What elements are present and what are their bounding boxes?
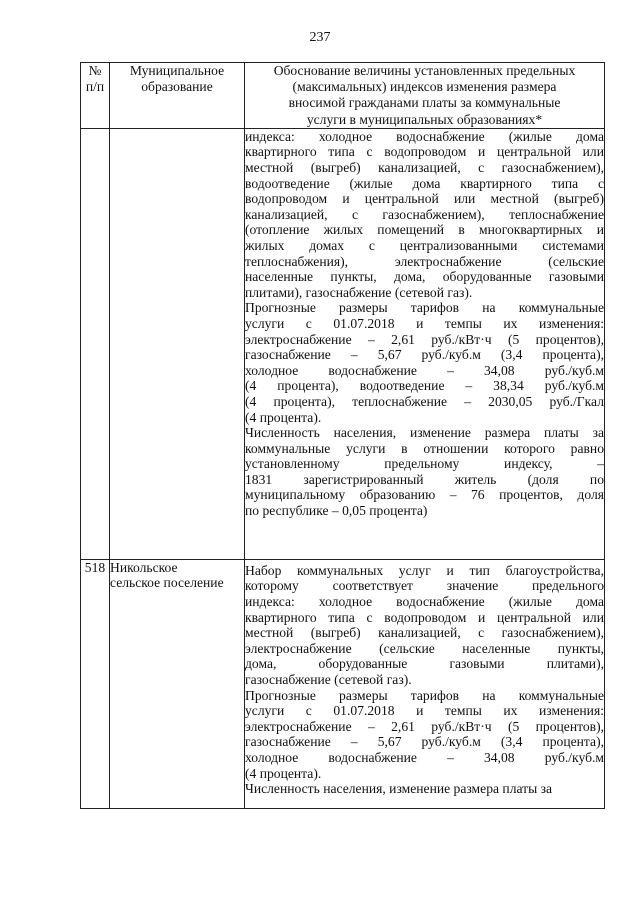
text-line: (4 процента), водоотведение – 38,34 руб./куб.м bbox=[245, 378, 604, 394]
text-line: дома, оборудованные газовыми плитами), bbox=[245, 656, 604, 672]
text-line: водоотведение (жилые дома квартирного типа с bbox=[245, 175, 604, 191]
text-line: по республике – 0,05 процента) bbox=[245, 503, 428, 519]
header-municipality-line: Муниципальное bbox=[129, 63, 225, 78]
justification-cell bbox=[245, 128, 605, 559]
text-line: электроснабжение – 2,61 руб./кВт·ч (5 процентов), bbox=[245, 331, 604, 347]
header-justification-line: услуги в муниципальных образованиях* bbox=[306, 111, 543, 127]
text-line: услуги с 01.07.2018 и темпы их изменения: bbox=[245, 315, 604, 331]
text-line: коммунальные услуги в отношении которого равно bbox=[245, 440, 604, 456]
header-number-line: № bbox=[88, 63, 102, 78]
text-line: электроснабжение (сельские населенные пункты, bbox=[245, 640, 604, 656]
text-line: газоснабжение – 5,67 руб./куб.м (3,4 процента), bbox=[245, 347, 604, 363]
municipality-cell bbox=[110, 128, 245, 559]
text-line: (4 процента). bbox=[245, 409, 322, 425]
text-paragraph bbox=[245, 129, 604, 301]
text-line: газоснабжение (сетевой газ). bbox=[245, 671, 412, 687]
text-line: муниципальному образованию – 76 процентов, доля bbox=[245, 487, 604, 503]
text-line: Численность населения, изменение размера платы за bbox=[245, 425, 604, 441]
header-municipality-line: образование bbox=[141, 79, 213, 95]
text-paragraph bbox=[245, 563, 604, 688]
table-header-row bbox=[81, 63, 605, 129]
header-number bbox=[81, 63, 110, 129]
text-line: холодное водоснабжение – 34,08 руб./куб.м bbox=[245, 749, 604, 765]
text-line: которому соответствует значение предельного bbox=[245, 578, 604, 594]
text-line: Прогнозные размеры тарифов на коммунальные bbox=[245, 300, 604, 316]
text-line: квартирного типа с водопроводом и центральной или bbox=[245, 144, 604, 160]
header-justification bbox=[245, 63, 605, 129]
municipality-name-line: Никольское bbox=[110, 559, 178, 575]
table-row-518 bbox=[81, 559, 605, 808]
text-line: местной (выгреб) канализацией, с газоснабжением), bbox=[245, 625, 604, 641]
text-line: индекса: холодное водоснабжение (жилые дома bbox=[245, 128, 604, 144]
text-line: жилых домах с централизованными системами bbox=[245, 237, 604, 253]
header-justification-line: Обоснование величины установленных предельных bbox=[273, 63, 576, 78]
text-line: местной (выгреб) канализацией, с газоснабжением), bbox=[245, 160, 604, 175]
text-line: Набор коммунальных услуг и тип благоустройства, bbox=[245, 562, 604, 578]
tariff-justification-table bbox=[80, 62, 605, 809]
text-paragraph bbox=[245, 781, 604, 797]
text-line: 1831 зарегистрированный житель (доля по bbox=[245, 471, 604, 487]
header-justification-line: (максимальных) индексов изменения размера bbox=[292, 79, 557, 95]
text-line: (4 процента), теплоснабжение – 2030,05 руб./Гкал bbox=[245, 393, 604, 409]
text-line: плитами), газоснабжение (сетевой газ). bbox=[245, 284, 473, 300]
text-line: Прогнозные размеры тарифов на коммунальные bbox=[245, 687, 604, 703]
text-line: индекса: холодное водоснабжение (жилые дома bbox=[245, 594, 604, 609]
justification-cell bbox=[245, 559, 605, 808]
text-line: услуги с 01.07.2018 и темпы их изменения: bbox=[245, 703, 604, 719]
text-paragraph bbox=[245, 688, 604, 782]
header-number-line: п/п bbox=[85, 79, 105, 95]
text-line: квартирного типа с водопроводом и центральной или bbox=[245, 609, 604, 625]
row-number-cell: 518 bbox=[81, 559, 110, 808]
text-line: холодное водоснабжение – 34,08 руб./куб.м bbox=[245, 362, 604, 378]
text-line: населенные пункты, дома, оборудованные газовыми bbox=[245, 269, 604, 285]
header-justification-line: вносимой гражданами платы за коммунальные bbox=[288, 95, 561, 111]
text-line: Численность населения, изменение размера платы за bbox=[245, 781, 553, 797]
municipality-cell bbox=[110, 559, 245, 808]
text-line: (4 процента). bbox=[245, 765, 322, 781]
text-paragraph bbox=[245, 300, 604, 425]
text-line: (отопление жилых помещений в многоквартирных и bbox=[245, 222, 604, 238]
header-municipality bbox=[110, 63, 245, 129]
text-line: газоснабжение – 5,67 руб./куб.м (3,4 процента), bbox=[245, 734, 604, 750]
table-row-continuation bbox=[81, 128, 605, 559]
text-line: теплоснабжения), электроснабжение (сельские bbox=[245, 253, 604, 269]
row-number-cell bbox=[81, 128, 110, 559]
municipality-name-line: сельское поселение bbox=[110, 575, 224, 591]
text-line: водопроводом и центральной или местной (выгреб) bbox=[245, 191, 604, 207]
text-paragraph bbox=[245, 425, 604, 519]
text-line: канализацией, с газоснабжением), теплоснабжение bbox=[245, 206, 604, 222]
page-number: 237 bbox=[309, 30, 331, 45]
text-line: электроснабжение – 2,61 руб./кВт·ч (5 процентов), bbox=[245, 718, 604, 734]
text-line: установленному предельному индексу, – bbox=[245, 456, 604, 472]
